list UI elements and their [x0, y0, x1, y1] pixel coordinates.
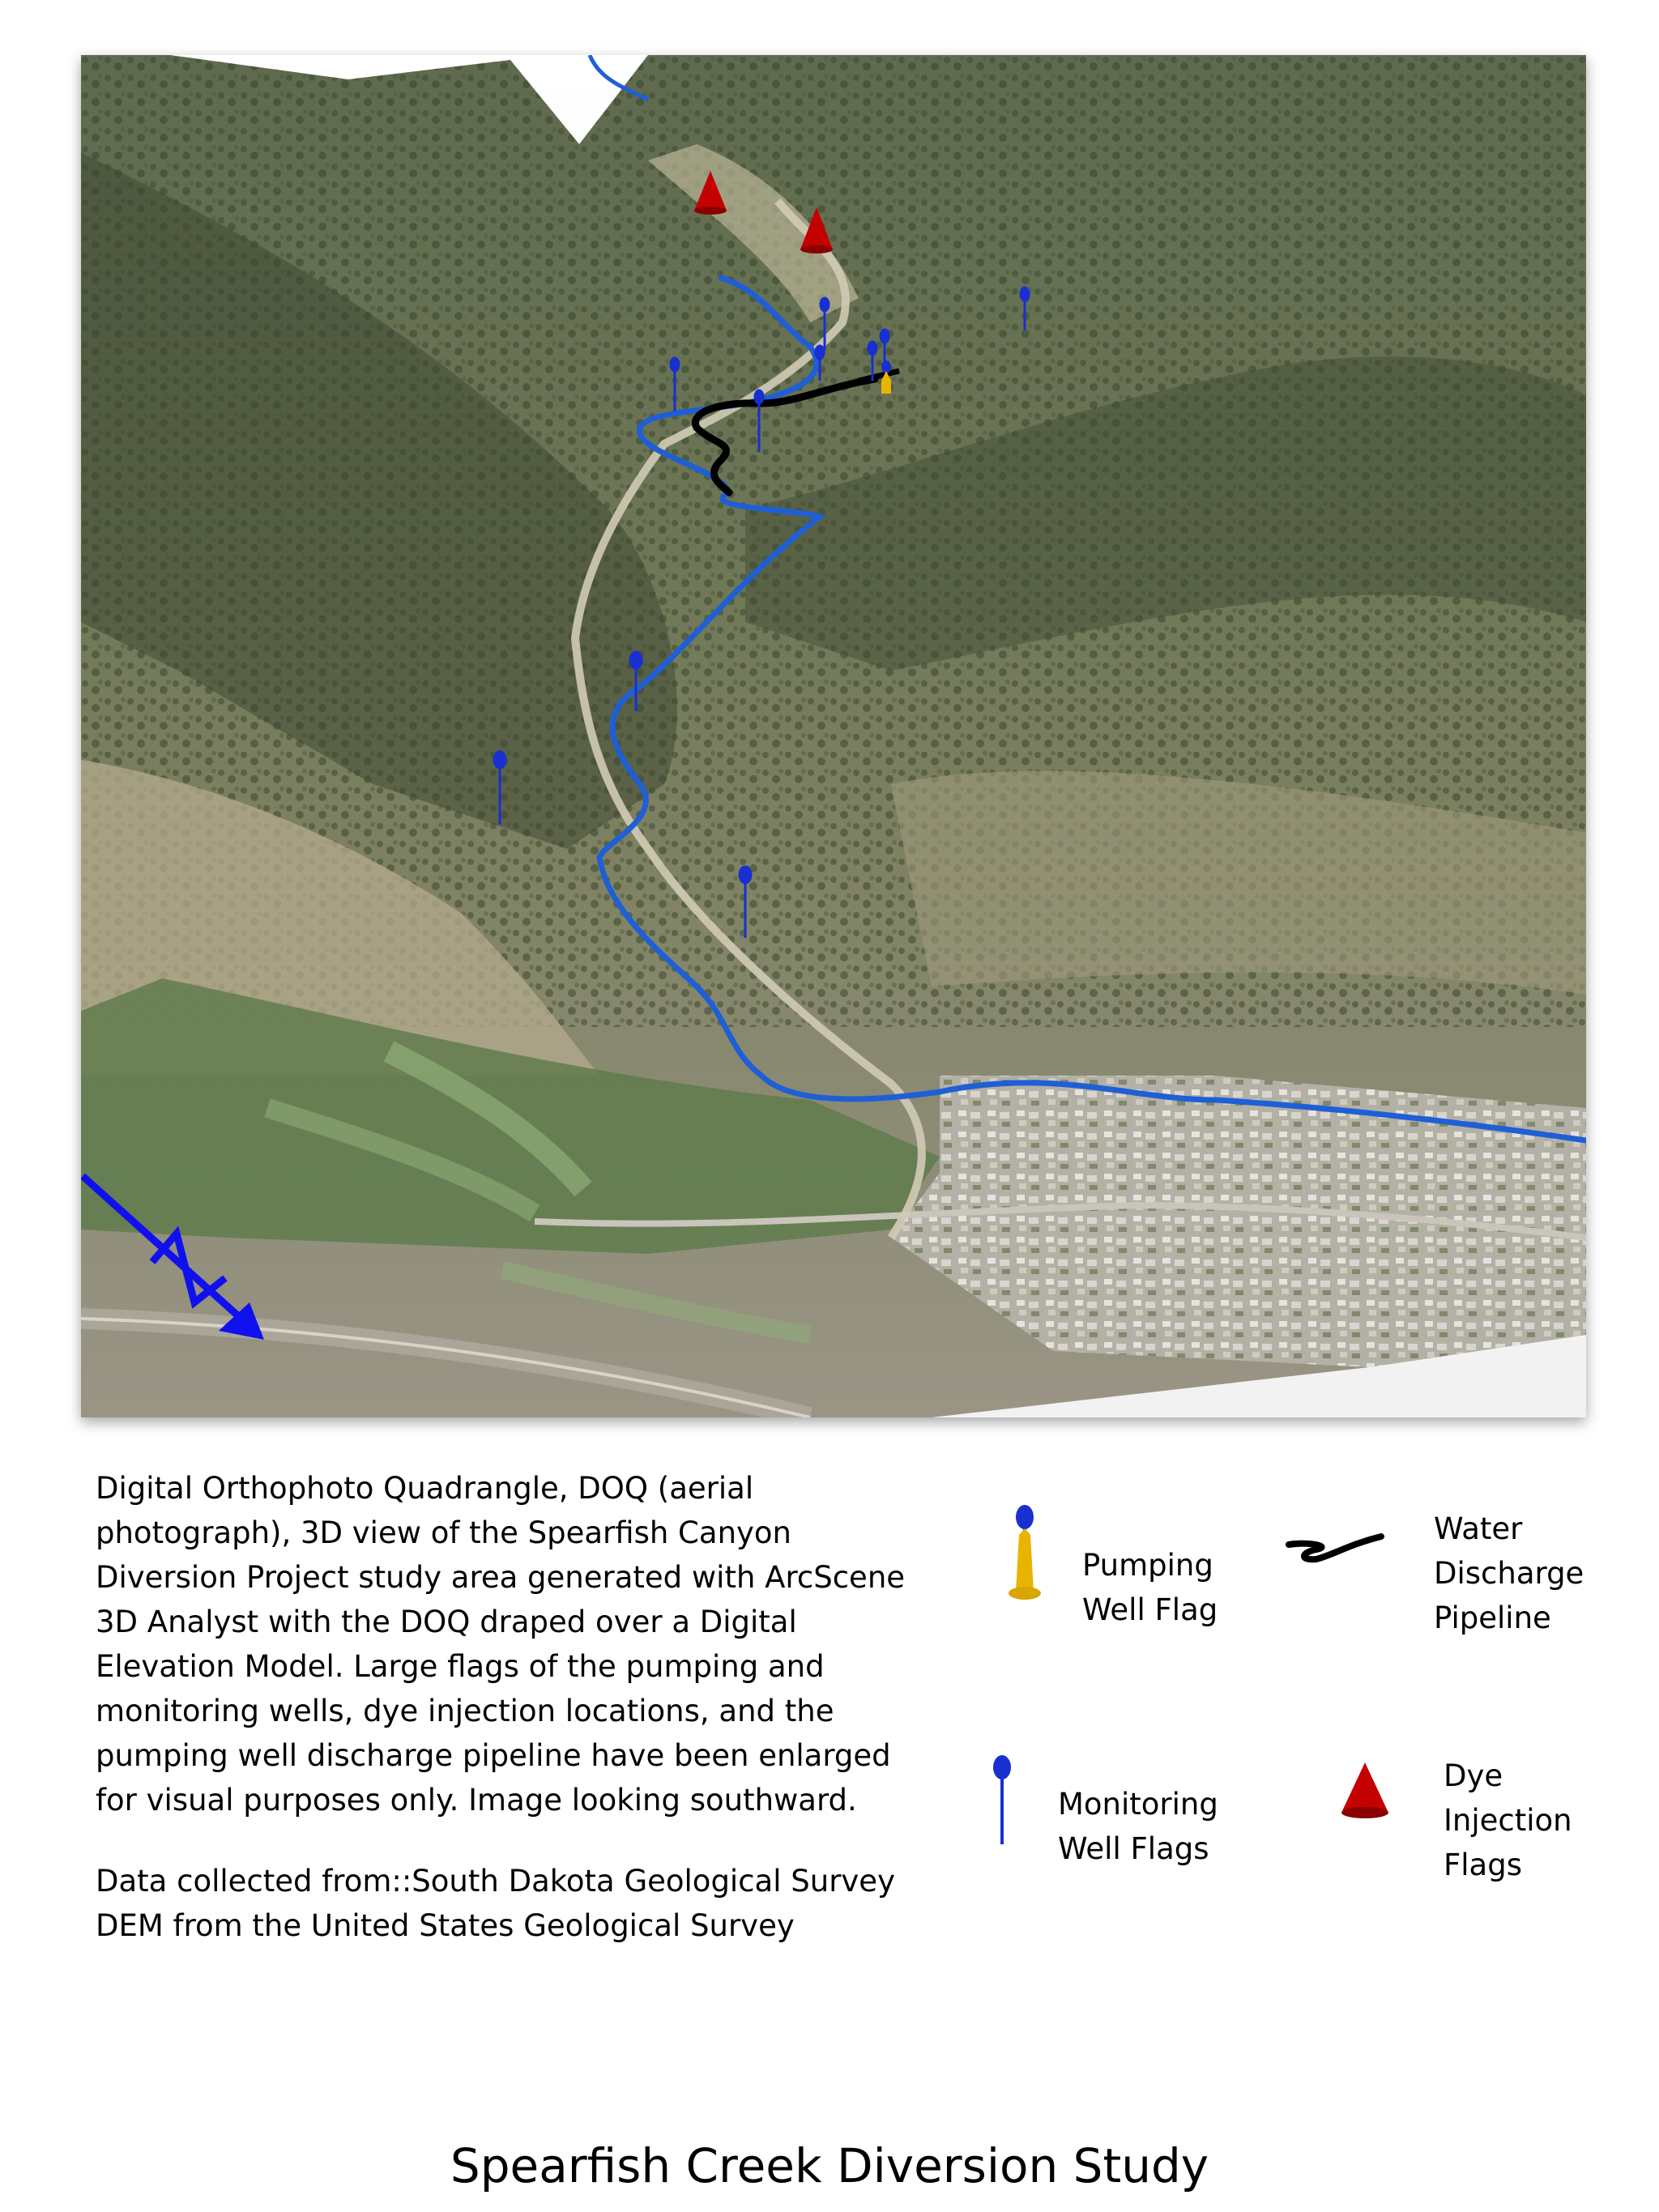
pipeline-label: Water Discharge Pipeline: [1434, 1511, 1584, 1635]
pumping-well-icon: [1004, 1502, 1045, 1608]
monitoring-well-icon: [990, 1751, 1014, 1848]
dye-injection-icon: [1337, 1758, 1393, 1822]
data-sources: Data collected from::South Dakota Geological Survey DEM from the United States Geological Survey: [96, 1864, 895, 1943]
map-description: Digital Orthophoto Quadrangle, DOQ (aerial photograph), 3D view of the Spearfish Canyon Diversion Project study area generated with ArcScene 3D Analyst with the DOQ draped over a Digital Elevation Model. Large flags of the pumping and monitoring wells, dye injection locations, and the pumping well discharge pipeline have been enlarged for visual purposes only. Image looking southward.: [96, 1471, 906, 1818]
map-3d-view: [81, 55, 1586, 1417]
page-title: Spearfish Creek Diversion Study: [450, 2138, 1209, 2193]
map-terrain-svg: [81, 55, 1586, 1417]
pumping-well-label: Pumping Well Flag: [1082, 1548, 1218, 1627]
pipeline-icon: [1284, 1527, 1389, 1575]
dye-injection-label: Dye Injection Flags: [1444, 1758, 1572, 1882]
monitoring-well-label: Monitoring Well Flags: [1058, 1787, 1218, 1866]
